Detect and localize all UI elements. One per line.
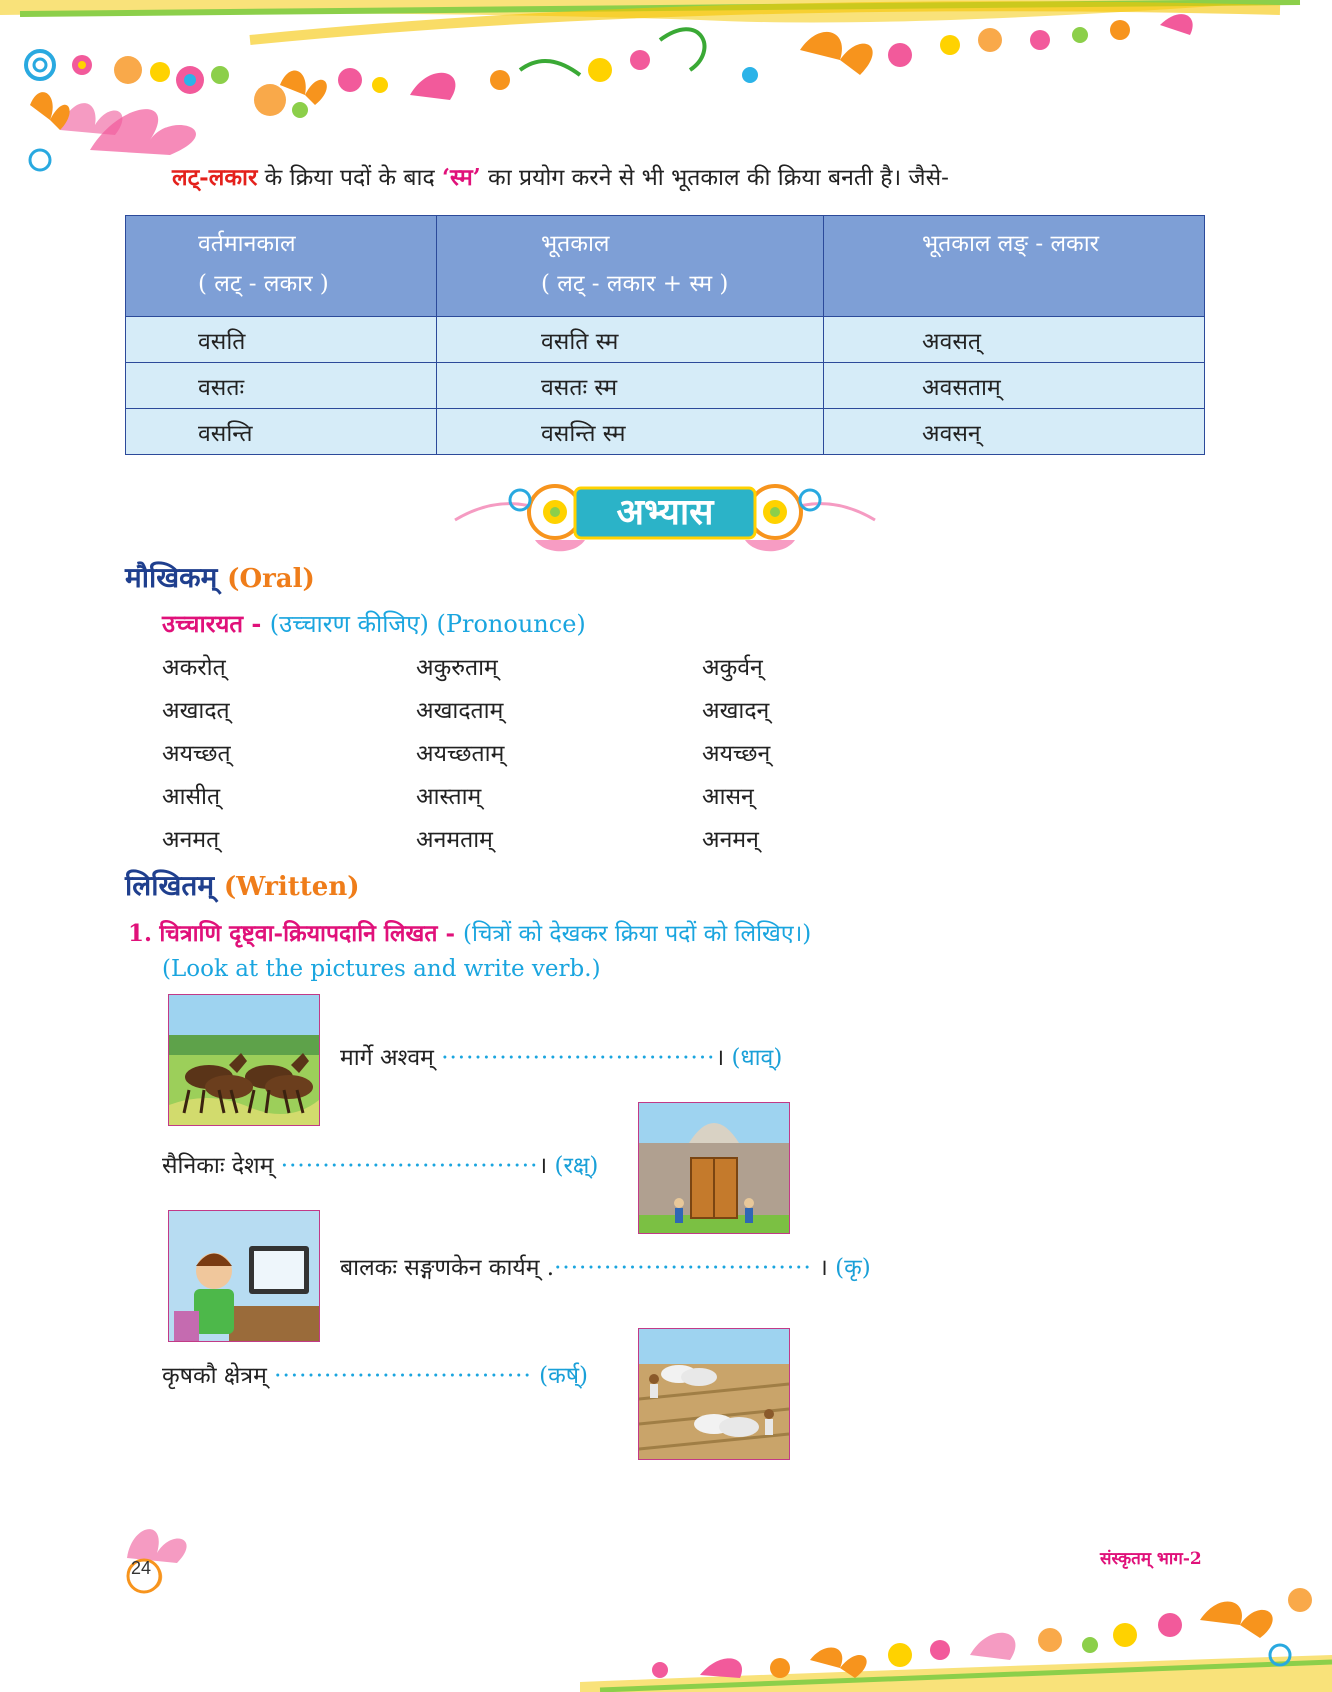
oral-heading <box>125 558 315 596</box>
q1-item-3-text: बालकः सङ्गणकेन कार्यम् . <box>340 1255 555 1281</box>
q1-item-4-blank[interactable]: ······························· <box>274 1363 532 1389</box>
q1-item-1-text: मार्गे अश्वम् <box>340 1045 434 1071</box>
q1-item-2-text: सैनिकाः देशम् <box>162 1153 274 1179</box>
q1-instruction-sep: - <box>437 920 463 947</box>
written-title: लिखितम् <box>125 869 215 902</box>
table-cell: वसन्ति स्म <box>437 409 824 455</box>
q1-item-4 <box>162 1358 588 1390</box>
oral-title-en: (Oral) <box>227 564 315 594</box>
computer-boy-picture <box>168 1210 320 1342</box>
oral-instruction-sa: उच्चारयत <box>162 609 244 638</box>
intro-text-a: के क्रिया पदों के बाद <box>257 165 443 191</box>
header-present-line1: वर्तमानकाल <box>198 231 296 257</box>
oral-instruction-hi: (उच्चारण कीजिए) (Pronounce) <box>269 610 586 638</box>
q1-item-1-root: (धाव्) <box>731 1045 783 1071</box>
oral-word: आसीत् <box>162 784 221 810</box>
page-number: 24 <box>131 1558 152 1578</box>
q1-item-3 <box>340 1250 871 1282</box>
oral-word: अनमन् <box>702 827 759 853</box>
q1-item-1-end: । <box>715 1045 725 1071</box>
q1-item-3-end: । <box>819 1255 828 1281</box>
intro-sentence <box>172 160 949 192</box>
oral-word: अयच्छन् <box>702 741 771 767</box>
q1-item-2-end: । <box>538 1153 548 1179</box>
table-cell: वसतः <box>126 363 437 409</box>
q1-instruction-en-line <box>162 956 601 982</box>
oral-word: आस्ताम् <box>416 784 482 810</box>
ploughing-illustration <box>639 1329 789 1459</box>
intro-sma: ‘स्म’ <box>442 164 481 191</box>
q1-number: 1. <box>128 920 153 947</box>
table-row <box>126 409 1205 455</box>
bottom-floral-banner <box>580 1560 1332 1692</box>
palace-illustration <box>639 1103 789 1233</box>
header-past-sma-line2: ( लट् - लकार + स्म ) <box>541 271 729 297</box>
table-cell: वसन्ति <box>126 409 437 455</box>
q1-item-1 <box>340 1040 782 1072</box>
palace-picture <box>638 1102 790 1234</box>
intro-lat-lakar: लट्-लकार <box>172 164 258 191</box>
ploughing-picture <box>638 1328 790 1460</box>
q1-instruction <box>128 916 811 948</box>
oral-word: अकुर्वन् <box>702 655 763 681</box>
header-past-sma-line1: भूतकाल <box>541 231 610 257</box>
intro-text-b: का प्रयोग करने से भी भूतकाल की क्रिया बनती है। जैसे- <box>480 165 949 191</box>
table-cell: अवसन् <box>824 409 1205 455</box>
oral-word: अखादन् <box>702 698 770 724</box>
page-number-badge <box>112 1518 202 1598</box>
header-present <box>126 216 437 317</box>
q1-item-3-blank[interactable]: ······························· <box>554 1255 812 1281</box>
table-row <box>126 317 1205 363</box>
oral-word: अखादताम् <box>416 698 504 724</box>
oral-word: अनमताम् <box>416 827 493 853</box>
written-heading <box>125 866 360 904</box>
table-cell: अवसत् <box>824 317 1205 363</box>
q1-instruction-sa: चित्राणि दृष्ट्वा-क्रियापदानि लिखत <box>159 920 438 947</box>
oral-word: अखादत् <box>162 698 230 724</box>
oral-word: अकुरुताम् <box>416 655 498 681</box>
q1-item-4-text: कृषकौ क्षेत्रम् <box>162 1363 267 1389</box>
table-row <box>126 363 1205 409</box>
abhyas-title: अभ्यास <box>616 492 714 533</box>
q1-item-2 <box>162 1148 598 1180</box>
table-cell: अवसताम् <box>824 363 1205 409</box>
table-cell: वसति स्म <box>437 317 824 363</box>
horses-illustration <box>169 995 319 1125</box>
q1-instruction-hi: (चित्रों को देखकर क्रिया पदों को लिखिए।) <box>463 921 812 947</box>
computer-boy-illustration <box>169 1211 319 1341</box>
oral-word: अनमत् <box>162 827 220 853</box>
table-header-row <box>126 216 1205 317</box>
horses-picture <box>168 994 320 1126</box>
abhyas-badge <box>445 470 885 560</box>
book-title: संस्कृतम् भाग-2 <box>1100 1549 1202 1569</box>
table-cell: वसतः स्म <box>437 363 824 409</box>
header-past-lang-line1: भूतकाल लङ् - लकार <box>922 231 1100 257</box>
q1-item-2-blank[interactable]: ······························· <box>280 1153 539 1179</box>
oral-word: अयच्छत् <box>162 741 231 767</box>
written-title-en: (Written) <box>223 872 360 902</box>
q1-item-2-root: (रक्ष्) <box>554 1153 599 1179</box>
header-present-line2: ( लट् - लकार ) <box>198 271 329 297</box>
oral-word: आसन् <box>702 784 754 810</box>
table-cell: वसति <box>126 317 437 363</box>
oral-word: अकरोत् <box>162 655 226 681</box>
q1-item-1-blank[interactable]: ································· <box>441 1045 716 1071</box>
q1-item-3-root: (कृ) <box>835 1255 871 1281</box>
oral-instruction <box>162 607 586 640</box>
conjugation-table <box>125 215 1205 455</box>
oral-title: मौखिकम् <box>125 561 218 594</box>
oral-instruction-sep: - <box>243 609 270 638</box>
header-past-sma <box>437 216 824 317</box>
oral-word: अयच्छताम् <box>416 741 505 767</box>
header-past-lang <box>824 216 1205 317</box>
q1-item-4-root: (कर्ष्) <box>539 1363 589 1389</box>
q1-instruction-en: (Look at the pictures and write verb.) <box>162 956 601 982</box>
